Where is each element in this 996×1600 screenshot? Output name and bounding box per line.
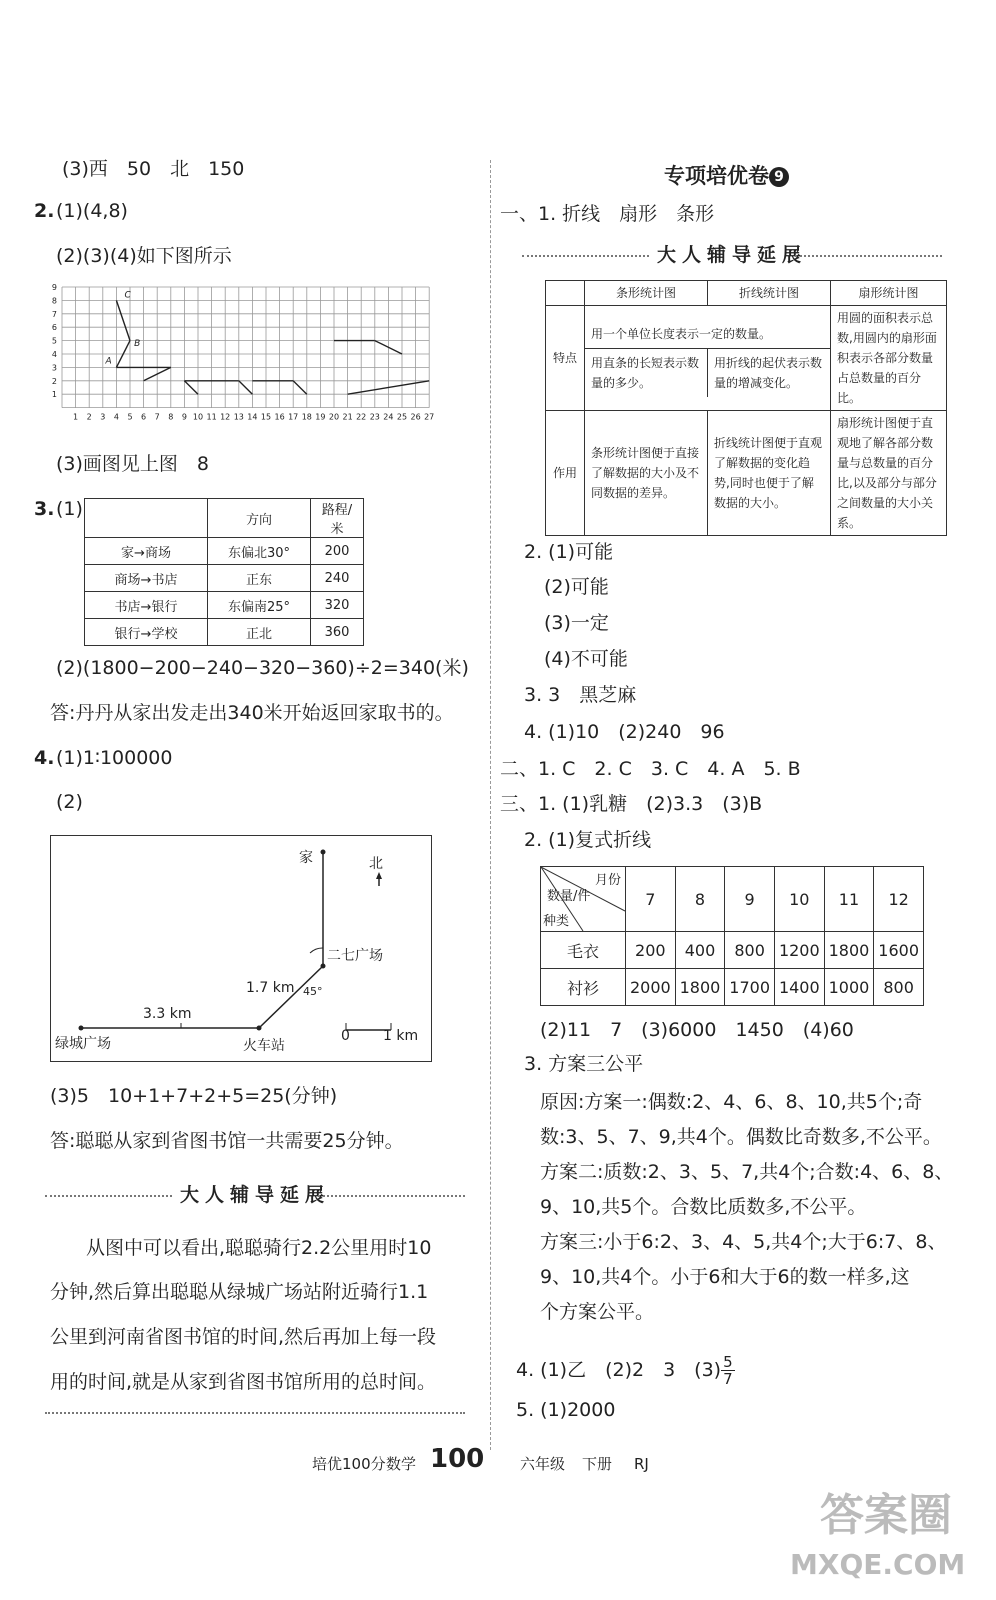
x-tick-label: 18 [301, 412, 312, 422]
table-cell: 家→商场 [85, 538, 208, 565]
y-tick-label: 8 [51, 296, 57, 306]
row-label: 特点 [546, 306, 585, 411]
x-tick-label: 6 [141, 412, 147, 422]
map-label-lvcheng-square: 绿城广场 [55, 1036, 111, 1052]
table-cell: 2000 [626, 969, 676, 1006]
section-banner: 大人辅导延展 [45, 1180, 465, 1210]
table-row [541, 932, 924, 969]
table-header-row [541, 867, 924, 932]
page-number: 100 [430, 1444, 485, 1474]
table-cell: 东偏南25° [208, 592, 311, 619]
map-label-distance: 3.3 km [143, 1006, 192, 1022]
coordinate-grid [48, 283, 443, 433]
x-tick-label: 21 [342, 412, 353, 422]
table-row [546, 306, 947, 411]
table-header: 路程/米 [311, 499, 364, 538]
table-cell: 1700 [725, 969, 775, 1006]
point-label: A [105, 356, 112, 367]
watermark-url: MXQE.COM [790, 1548, 966, 1581]
question-number: 4. [34, 747, 55, 769]
map-label-angle: 45° [303, 985, 323, 998]
table-row [85, 565, 364, 592]
table-header: 10 [774, 867, 824, 932]
y-tick-label: 4 [51, 350, 57, 359]
chart-type-table [545, 280, 947, 536]
table-cell: 200 [311, 538, 364, 565]
route-map [50, 835, 432, 1062]
table-corner-cell [541, 867, 626, 932]
table-cell: 银行→学校 [85, 619, 208, 646]
map-scale-km: 1 km [383, 1028, 419, 1044]
x-tick-label: 8 [168, 412, 174, 422]
answer-line: (1)1∶100000 [56, 747, 173, 769]
answer-line: 答:丹丹从家出发走出340米开始返回家取书的。 [50, 702, 454, 724]
answer-line: 5. (1)2000 [516, 1399, 616, 1421]
title-number-badge: 9 [769, 167, 789, 187]
table-cell: 1800 [675, 969, 725, 1006]
paragraph-line: 用的时间,就是从家到省图书馆所用的总时间。 [50, 1371, 437, 1393]
answer-line: (1) [56, 498, 83, 520]
corner-month: 月份 [594, 873, 621, 888]
y-tick-label: 7 [51, 309, 57, 319]
map-label-home: 家 [299, 850, 313, 866]
x-tick-label: 7 [154, 412, 160, 422]
answer-line: (2) [56, 791, 83, 813]
answer-line: (2)11 7 (3)6000 1450 (4)60 [540, 1019, 854, 1041]
x-tick-label: 22 [356, 412, 367, 422]
table-cell: 东偏北30° [208, 538, 311, 565]
x-tick-label: 26 [410, 412, 421, 422]
answer-line: (4)不可能 [544, 648, 628, 670]
map-label-north: 北 [369, 856, 383, 872]
answer-line: (3)画图见上图 8 [56, 453, 210, 475]
table-cell: 1600 [874, 932, 924, 969]
table-cell: 折线统计图便于直观了解数据的变化趋势,同时也便于了解数据的大小。 [708, 411, 831, 536]
table-cell: 用折线的起伏表示数量的增减变化。 [714, 355, 823, 390]
paragraph-line: 分钟,然后算出聪聪从绿城广场站附近骑行1.1 [50, 1281, 429, 1303]
table-header-row [85, 499, 364, 538]
x-tick-label: 1 [73, 412, 79, 422]
answer-line: (2)可能 [544, 576, 609, 598]
table-header: 8 [675, 867, 725, 932]
divider [45, 1412, 465, 1414]
y-tick-label: 2 [51, 376, 57, 386]
x-tick-label: 4 [113, 412, 119, 422]
x-tick-label: 2 [86, 412, 92, 422]
table-header-row [546, 281, 947, 306]
x-tick-label: 11 [206, 412, 217, 422]
table-cell: 条形统计图便于直接了解数据的大小及不同数据的差异。 [585, 411, 708, 536]
table-header: 折线统计图 [708, 281, 831, 306]
x-tick-label: 23 [369, 412, 380, 422]
table-header: 9 [725, 867, 775, 932]
map-label-distance: 1.7 km [246, 980, 295, 996]
table-cell: 360 [311, 619, 364, 646]
answer-line: 3. 方案三公平 [524, 1053, 644, 1075]
reason-line: 方案三:小于6:2、3、4、5,共4个;大于6:7、8、 [540, 1231, 947, 1253]
grid-segment [116, 300, 130, 340]
x-tick-label: 13 [233, 412, 244, 422]
answer-line: (3)西 50 北 150 [62, 158, 245, 180]
table-row [85, 592, 364, 619]
sales-table [540, 866, 924, 1006]
x-tick-label: 12 [220, 412, 231, 422]
footer-grade: 六年级 [520, 1455, 566, 1473]
reason-line: 数:3、5、7、9,共4个。偶数比奇数多,不公平。 [540, 1126, 942, 1148]
table-header [85, 499, 208, 538]
answer-line: 2. (1)可能 [524, 541, 614, 563]
reason-line: 方案二:质数:2、3、5、7,共4个;合数:4、6、8、 [540, 1161, 954, 1183]
y-tick-label: 1 [51, 390, 57, 400]
table-cell: 用圆的面积表示总数,用圆内的扇形面积表示各部分数量占总数量的百分比。 [831, 306, 947, 411]
point-label: B [134, 338, 141, 349]
table-cell: 商场→书店 [85, 565, 208, 592]
table-cell: 200 [626, 932, 676, 969]
table-header: 条形统计图 [585, 281, 708, 306]
y-tick-label: 3 [51, 363, 57, 373]
answer-line: (3)一定 [544, 612, 609, 634]
answer-line: (3)5 10+1+7+2+5=25(分钟) [50, 1085, 338, 1107]
table-header: 方向 [208, 499, 311, 538]
x-tick-label: 25 [396, 412, 408, 422]
y-tick-label: 5 [51, 336, 57, 346]
row-label: 作用 [546, 411, 585, 536]
answer-line: (2)(3)(4)如下图所示 [56, 245, 232, 267]
table-cell: 1200 [774, 932, 824, 969]
paragraph-line: 从图中可以看出,聪聪骑行2.2公里用时10 [86, 1237, 432, 1259]
table-cell: 用一个单位长度表示一定的数量。 [585, 320, 830, 349]
answer-line: 一、1. 折线 扇形 条形 [500, 203, 715, 225]
x-tick-label: 16 [274, 412, 285, 422]
table-header: 7 [626, 867, 676, 932]
section-banner: 大人辅导延展 [522, 240, 942, 270]
corner-kind: 种类 [543, 914, 570, 929]
answer-line: (2)(1800−200−240−320−360)÷2=340(米) [56, 657, 469, 679]
table-header: 11 [824, 867, 874, 932]
table-row [85, 538, 364, 565]
grid-segment [184, 381, 198, 394]
x-tick-label: 19 [315, 412, 326, 422]
footer-subject: 数学 [386, 1455, 417, 1473]
table-header: 12 [874, 867, 924, 932]
map-label-erqi-square: 二七广场 [327, 948, 383, 964]
footer-edition: RJ [634, 1455, 649, 1473]
row-label: 毛衣 [541, 932, 626, 969]
reason-line: 9、10,共5个。合数比质数多,不公平。 [540, 1196, 867, 1218]
grid-segment [239, 381, 253, 394]
table-cell: 正东 [208, 565, 311, 592]
answer-line: (1)(4,8) [56, 200, 128, 222]
answer-line: 二、1. C 2. C 3. C 4. A 5. B [500, 758, 801, 780]
route-table [84, 498, 364, 646]
table-cell: 320 [311, 592, 364, 619]
table-cell: 用直条的长短表示数量的多少。 [585, 349, 708, 397]
column-divider [490, 160, 491, 1450]
y-tick-label: 9 [51, 283, 57, 292]
footer-volume: 下册 [582, 1455, 613, 1473]
watermark-logo: 答案圈 [820, 1490, 952, 1541]
table-row [541, 969, 924, 1006]
x-tick-label: 5 [127, 412, 133, 422]
table-cell: 800 [725, 932, 775, 969]
answer-line: 4. (1)10 (2)240 96 [524, 721, 725, 743]
reason-line: 个方案公平。 [540, 1301, 655, 1323]
table-cell: 1800 [824, 932, 874, 969]
x-tick-label: 15 [260, 412, 272, 422]
reason-line: 原因:方案一:偶数:2、4、6、8、10,共5个;奇 [540, 1091, 923, 1113]
table-header: 扇形统计图 [831, 281, 947, 306]
answer-line: 三、1. (1)乳糖 (2)3.3 (3)B [500, 793, 763, 815]
section-title: 专项培优卷 9 [664, 164, 789, 188]
table-cell: 1000 [824, 969, 874, 1006]
x-tick-label: 17 [288, 412, 299, 422]
question-number: 2. [34, 200, 55, 222]
paragraph-line: 公里到河南省图书馆的时间,然后再加上每一段 [50, 1326, 437, 1348]
x-tick-label: 24 [383, 412, 394, 422]
grid-segment [293, 381, 307, 394]
answer-line: 2. (1)复式折线 [524, 829, 652, 851]
table-cell: 1400 [774, 969, 824, 1006]
y-tick-label: 6 [51, 323, 57, 333]
map-label-train-station: 火车站 [243, 1038, 285, 1054]
answer-line: 3. 3 黑芝麻 [524, 684, 637, 706]
map-scale-zero: 0 [341, 1028, 350, 1044]
table-cell: 书店→银行 [85, 592, 208, 619]
fraction: $\frac{5}{7}$ [723, 1353, 733, 1388]
answer-line: 答:聪聪从家到省图书馆一共需要25分钟。 [50, 1130, 404, 1152]
footer-brand: 培优100分 [312, 1455, 386, 1473]
table-cell: 240 [311, 565, 364, 592]
table-cell: 扇形统计图便于直观地了解各部分数量与总数量的百分比,以及部分与部分之间数量的大小关系。 [831, 411, 947, 536]
x-tick-label: 3 [100, 412, 106, 422]
reason-line: 9、10,共4个。小于6和大于6的数一样多,这 [540, 1266, 910, 1288]
row-label: 衬衫 [541, 969, 626, 1006]
table-row [546, 411, 947, 536]
corner-quantity: 数量/件 [547, 889, 591, 904]
x-tick-label: 9 [181, 412, 187, 422]
answer-line: 4. (1)乙 (2)2 3 (3) $\frac{5}{7}$ [516, 1353, 733, 1388]
table-cell: 800 [874, 969, 924, 1006]
point-label: C [124, 290, 131, 301]
x-tick-label: 20 [328, 412, 340, 422]
table-row [85, 619, 364, 646]
table-cell: 400 [675, 932, 725, 969]
table-cell: 正北 [208, 619, 311, 646]
x-tick-label: 14 [247, 412, 258, 422]
x-tick-label: 10 [192, 412, 204, 422]
question-number: 3. [34, 498, 55, 520]
x-tick-label: 27 [424, 412, 435, 422]
